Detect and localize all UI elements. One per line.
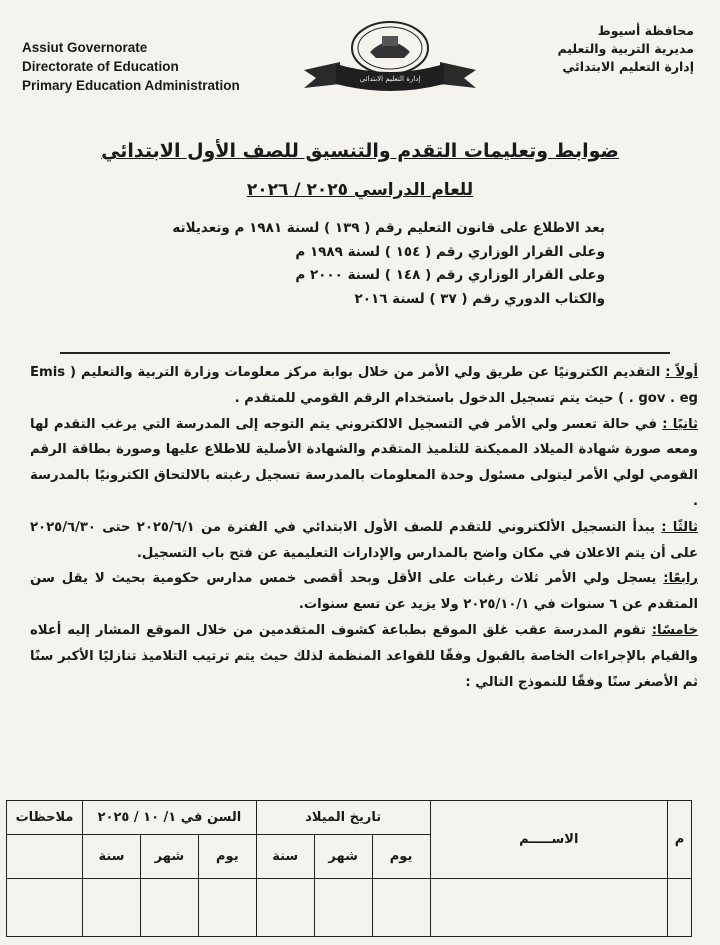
section-divider — [60, 352, 670, 354]
reference-line: وعلى القرار الوزاري رقم ( ١٥٤ ) لسنة ١٩٨٩ م — [295, 243, 605, 260]
academic-year-title: للعام الدراسي ٢٠٢٥ / ٢٠٢٦ — [246, 180, 474, 200]
administration-en: Primary Education Administration — [22, 78, 240, 93]
clause-2 — [30, 412, 698, 515]
clause-4 — [30, 566, 698, 618]
clause-text: تقوم المدرسة عقب غلق الموقع بطباعة كشوف المتقدمين من خلال الموقع المشار إليه أعلاه والقيام بالإجراءات الخاصة بالقبول وفقًا للقواعد المنظمة لذلك حيث يتم ترتيب التلاميذ تنازليًا الأكبر سنًا ثم الأصغر سنًا وفقًا للنموذج التالي : — [30, 622, 698, 690]
clause-label: ثانيًا : — [662, 416, 698, 432]
clauses-list — [30, 360, 698, 695]
birth-day-header: يوم — [372, 835, 430, 879]
clause-label: خامسًا: — [651, 622, 698, 638]
clause-label: رابعًا: — [663, 571, 699, 587]
governorate-en: Assiut Governorate — [22, 40, 148, 55]
clause-text: التقديم الكترونيًا عن طريق ولي الأمر من خلال بوابة مركز معلومات وزارة التربية والتعليم ( Emis . gov . eg ) حيث يتم تسجيل الدخول باستخدام الرقم القومي للمتقدم . — [30, 365, 698, 406]
reference-line: بعد الاطلاع على قانون التعليم رقم ( ١٣٩ ) لسنة ١٩٨١ م وتعديلاته — [172, 220, 605, 236]
governorate-ar: محافظة أسيوط — [597, 23, 694, 38]
arabic-letterhead — [557, 22, 694, 76]
birth-month-header: شهر — [314, 835, 372, 879]
reference-line: وعلى القرار الوزاري رقم ( ١٤٨ ) لسنة ٢٠٠٠ م — [295, 267, 605, 283]
legal-references — [172, 217, 605, 311]
clause-1 — [30, 360, 698, 412]
reference-line: والكتاب الدوري رقم ( ٣٧ ) لسنة ٢٠١٦ — [354, 290, 605, 307]
birth-year-header: سنة — [256, 835, 314, 879]
col-number-header: م — [668, 801, 692, 879]
clause-5 — [30, 618, 698, 695]
applicants-form-table — [6, 800, 692, 937]
ministry-emblem-icon — [300, 14, 480, 94]
notes-blank — [7, 835, 83, 879]
col-age-header: السن في ١/ ١٠ / ٢٠٢٥ — [83, 801, 257, 835]
directorate-en: Directorate of Education — [22, 59, 179, 74]
clause-text: يبدأ التسجيل الألكتروني للتقدم للصف الأول الابتدائي في الفترة من ٢٠٢٥/٦/١ حتى ٢٠٢٥/٦/٣٠ على أن يتم الاعلان في مكان واضح بالمدارس والإدارات التعليمية عن فتح باب التسجيل. — [30, 519, 698, 561]
table-header-row — [7, 801, 692, 835]
age-day-header: يوم — [198, 835, 256, 879]
age-year-header: سنة — [83, 835, 141, 879]
clause-label: ثالثًا : — [661, 519, 698, 535]
table-row — [7, 879, 692, 937]
col-birthdate-header: تاريخ الميلاد — [256, 801, 430, 835]
clause-3 — [30, 515, 698, 567]
emblem-ribbon-text: إدارة التعليم الابتدائي — [359, 75, 421, 83]
administration-ar: إدارة التعليم الابتدائي — [562, 59, 694, 74]
english-letterhead — [22, 38, 240, 95]
col-name-header: الاســـــم — [430, 801, 668, 879]
age-month-header: شهر — [140, 835, 198, 879]
clause-label: أولاً : — [665, 365, 699, 380]
col-notes-header: ملاحظات — [7, 801, 83, 835]
clause-text: يسجل ولي الأمر ثلاث رغبات على الأقل وبحد أقصى خمس مدارس حكومية بحيث لا يقل سن المتقدم عن ٦ سنوات في ٢٠٢٥/١٠/١ ولا يزيد عن تسع سنوات. — [30, 571, 698, 613]
clause-text: في حالة تعسر ولي الأمر في التسجيل الالكتروني يتم التوجه إلى المدرسة التي يرغب التقدم لها ومعه صورة شهادة الميلاد المميكنة للتلميذ المتقدم والشهادة الأصلية للاطلاع عليها وصورة بطاقة الرقم القومي لولي الأمر ليتولى مسئول وحدة المعلومات بالمدرسة تسجيل رغبته بالالتحاق الكترونيًا بالمدرسة . — [30, 416, 698, 509]
directorate-ar: مديرية التربية والتعليم — [557, 41, 694, 56]
page-title: ضوابط وتعليمات التقدم والتنسيق للصف الأول الابتدائي — [101, 140, 619, 162]
